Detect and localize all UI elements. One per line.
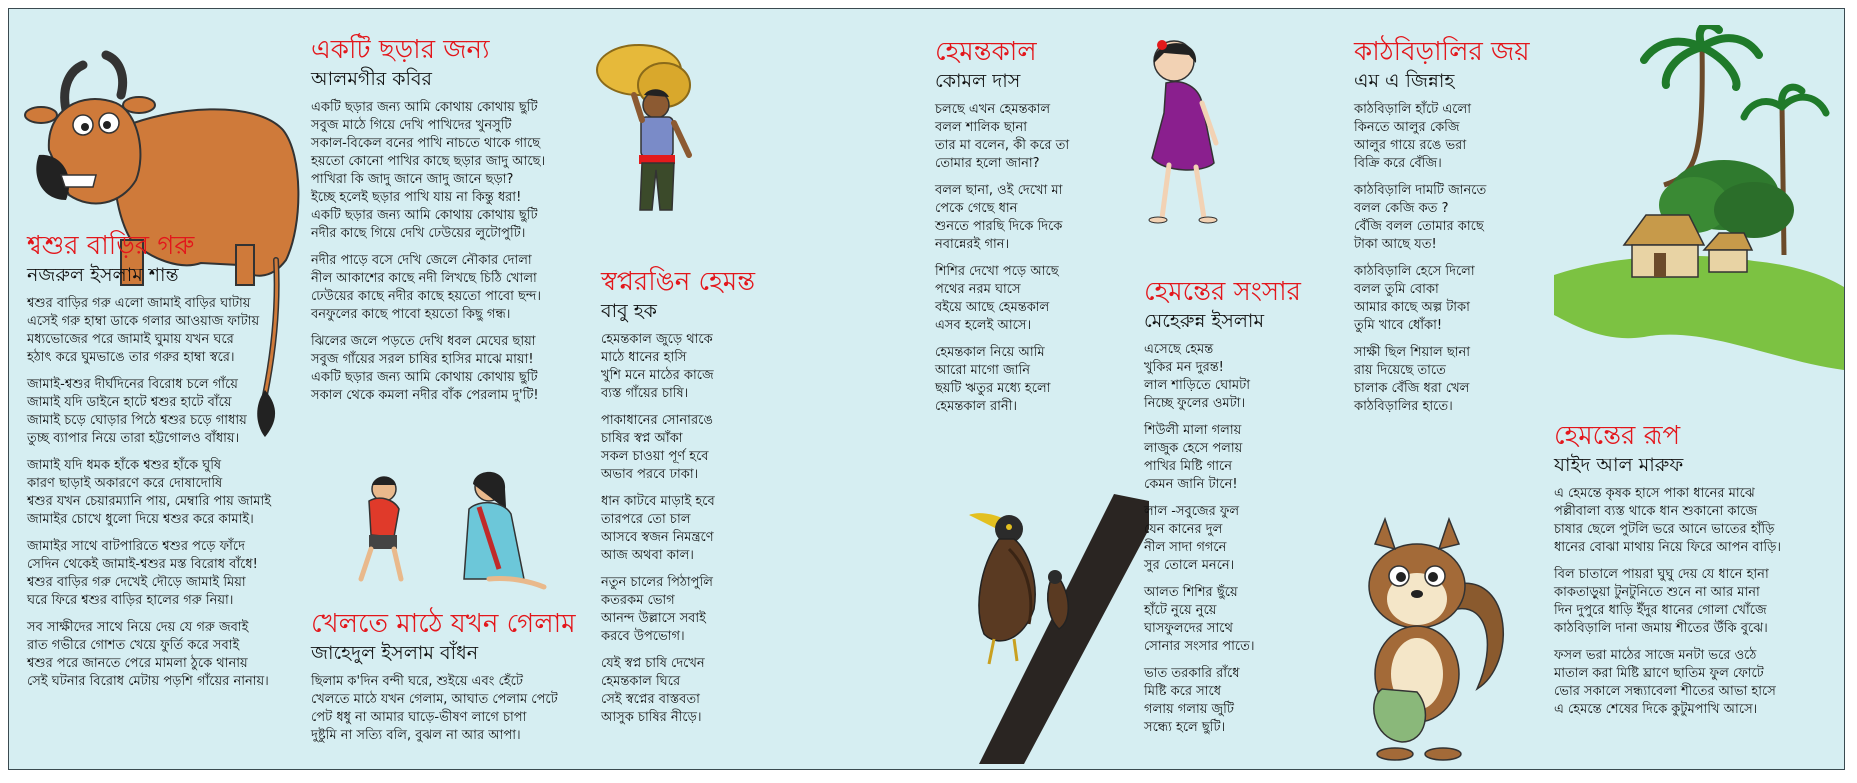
verse-line: হেমন্তকাল রানী। xyxy=(935,399,1018,414)
verse-line: অভাব পরবে ঢাকা। xyxy=(601,467,699,482)
verse-line: কেমন জানি টানে! xyxy=(1144,477,1238,492)
verse-line: আসুক চাষির নীড়ে। xyxy=(601,710,702,725)
verse-line: হেমন্তকাল নিয়ে আমি xyxy=(935,345,1045,360)
verse-line: পাখির মিষ্টি গানে xyxy=(1144,459,1232,474)
verse-line: কাঠবিড়ালি হাঁটে এলো xyxy=(1354,102,1471,117)
poem-title: কাঠবিড়ালির জয় xyxy=(1354,37,1530,67)
verse-line: একটি ছড়ার জন্য আমি কোথায় কোথায় ছুটি xyxy=(311,100,538,115)
verse-line: নীল আকাশের কাছে নদী লিখছে চিঠি খোলা xyxy=(311,271,537,286)
verse-line: পথের নরম ঘাসে xyxy=(935,282,1021,297)
verse-line: জামাইর সাথে বাটপারিতে শ্বশুর পড়ে ফাঁদে xyxy=(27,539,245,554)
stanza xyxy=(311,673,601,745)
poem-hemontokal xyxy=(935,37,1135,425)
poem-kathbirali xyxy=(1354,37,1554,425)
poem-khelte xyxy=(311,609,601,754)
verse-line: শ্বশুর যখন চেয়ারম্যানি পায়, মেম্বারি পায় জামাই xyxy=(27,494,272,509)
verse-line: শ্বশুর পরে জানতে পেরে মামলা ঠুকে থানায় xyxy=(27,656,248,671)
verse-line: বলল কেজি কত ? xyxy=(1354,201,1449,216)
stanza xyxy=(1554,647,1839,719)
verse-line: শিশির দেখো পড়ে আছে xyxy=(935,264,1059,279)
stanza xyxy=(601,412,771,484)
stanza xyxy=(935,263,1135,335)
stanza xyxy=(27,376,317,448)
stanza xyxy=(601,574,771,646)
verse-line: সুর তোলে মননে। xyxy=(1144,558,1235,573)
verse-line: পাখিরা কি জাদু জানে জাদু জানে ছড়া? xyxy=(311,172,514,187)
verse-line: কাঠবিড়ালি দানা জমায় শীতের উঁকি বুঝে। xyxy=(1554,621,1768,636)
verse-line: জামাই যদি ডাইনে হাটে শ্বশুর হাটে বাঁয়ে xyxy=(27,395,232,410)
verse-line: যেন কানের দুল xyxy=(1144,522,1223,537)
verse-line: খেলতে মাঠে যখন গেলাম, আঘাত পেলাম পেটে xyxy=(311,692,558,707)
verse-line: হঠাৎ করে ঘুমভাঙে তার গরুর হাম্বা স্বরে। xyxy=(27,350,235,365)
verse-line: সন্ধ্যে হলে ছুটি। xyxy=(1144,720,1226,735)
verse-line: বলল ছানা, ওই দেখো মা xyxy=(935,183,1063,198)
verse-line: হেমন্তকাল ঘিরে xyxy=(601,674,681,689)
verse-line: ধান কাটবে মাড়াই হবে xyxy=(601,494,715,509)
girl-illustration xyxy=(1124,33,1244,238)
poem-author: কোমল দাস xyxy=(935,70,1021,92)
verse-line: লাল -সবুজের ফুল xyxy=(1144,504,1240,519)
verse-line: কাঠবিড়ালির হাতে। xyxy=(1354,399,1453,414)
verse-line: নতুন চালের পিঠাপুলি xyxy=(601,575,713,590)
stanza xyxy=(601,331,771,403)
verse-line: সবুজ মাঠে গিয়ে দেখি পাখিদের খুনসুটি xyxy=(311,118,512,133)
stanza xyxy=(1354,101,1554,173)
verse-line: আরো মাগো জানি xyxy=(935,363,1030,378)
stanza xyxy=(1144,584,1344,656)
verse-line: হাঁটে নুয়ে নুয়ে xyxy=(1144,603,1217,618)
verse-line: টাকা আছে যত! xyxy=(1354,237,1437,252)
verse-line: ছিলাম ক'দিন বন্দী ঘরে, শুইয়ে এবং হেঁটে xyxy=(311,674,523,689)
verse-line: তুমি খাবে ধোঁকা! xyxy=(1354,318,1443,333)
verse-line: ঘাসফুলদের সাথে xyxy=(1144,621,1233,636)
verse-line: ইচ্ছে হলেই ছড়ার পাখি যায় না কিন্তু ধরা! xyxy=(311,190,522,205)
verse-line: সকাল থেকে কমলা নদীর বাঁক পেরলাম দু'টি! xyxy=(311,388,539,403)
verse-line: সেদিন থেকেই জামাই-শ্বশুর মস্ত বিরোধ বাঁধে! xyxy=(27,557,258,572)
poem-chhora xyxy=(311,35,591,414)
stanza xyxy=(935,182,1135,254)
verse-line: তারপরে তো চাল xyxy=(601,512,691,527)
verse-line: বইয়ে আছে হেমন্তকাল xyxy=(935,300,1050,315)
verse-line: যেই স্বপ্ন চাষি দেখেন xyxy=(601,656,705,671)
verse-line: পেকে গেছে ধান xyxy=(935,201,1018,216)
verse-line: আলত শিশির ছুঁয়ে xyxy=(1144,585,1238,600)
verse-line: ঘরে ফিরে শ্বশুর বাড়ির হালের গরু নিয়া। xyxy=(27,593,234,608)
stanza xyxy=(1354,344,1554,416)
stanza xyxy=(27,295,317,367)
verse-line: আজ অথবা কাল। xyxy=(601,548,694,563)
verse-line: পাকাধানের সোনারঙে xyxy=(601,413,713,428)
verse-line: পল্লীবালা ব্যস্ত থাকে ধান শুকানো কাজে xyxy=(1554,504,1758,519)
verse-line: মাতাল করা মিষ্টি ঘ্রাণে ছাতিম ফুল ফোটে xyxy=(1554,666,1764,681)
village-landscape-illustration xyxy=(1554,25,1844,370)
verse-line: দুষ্টুমি না সত্যি বলি, বুঝল না আর আপা। xyxy=(311,728,521,743)
verse-line: ছয়টি ঋতুর মধ্যে হলো xyxy=(935,381,1051,396)
verse-line: নবান্নেরই গান। xyxy=(935,237,1010,252)
verse-line: আলুর গায়ে রঙে ভরা xyxy=(1354,138,1467,153)
verse-line: ধানের বোঝা মাথায় নিয়ে ফিরে আপন বাড়ি। xyxy=(1554,540,1782,555)
stanza xyxy=(601,493,771,565)
verse-line: ভোর সকালে সন্ধ্যাবেলা শীতের আভা হাসে xyxy=(1554,684,1776,699)
verse-line: চালাক বেঁজি ধরা খেল xyxy=(1354,381,1470,396)
verse-line: এসব হলেই আসে। xyxy=(935,318,1032,333)
verse-line: বনফুলের কাছে পাবো হয়তো কিছু গন্ধ। xyxy=(311,307,511,322)
squirrel-illustration xyxy=(1347,514,1517,764)
stanza xyxy=(311,99,591,243)
poem-songsar xyxy=(1144,277,1344,746)
poem-author: বাবু হক xyxy=(601,300,657,322)
verse-line: দিন দুপুরে ধাড়ি ইঁদুর ধানের গোলা খোঁজে xyxy=(1554,603,1767,618)
verse-line: লাল শাড়িতে ঘোমটা xyxy=(1144,378,1250,393)
verse-line: বেঁজি বলল তোমার কাছে xyxy=(1354,219,1484,234)
farmer-illustration xyxy=(594,35,704,217)
verse-line: জামাই চড়ে ঘোড়ার পিঠে শ্বশুর চড়ে গাধায় xyxy=(27,413,247,428)
verse-line: শিউলী মালা গলায় xyxy=(1144,423,1242,438)
verse-line: পেট ধধু না আমার ঘাড়ে-ভীষণ লাগে চাপা xyxy=(311,710,527,725)
verse-line: সাক্ষী ছিল শিয়াল ছানা xyxy=(1354,345,1470,360)
poem-title: হেমন্তের সংসার xyxy=(1144,277,1301,307)
verse-line: রায় দিয়েছে তাতে xyxy=(1354,363,1446,378)
verse-line: জামাই-শ্বশুর দীর্ঘদিনের বিরোধ চলে গাঁয়ে xyxy=(27,377,238,392)
poem-page xyxy=(8,8,1845,770)
verse-line: আনন্দ উল্লাসে সবাই xyxy=(601,611,706,626)
verse-line: মাঠে ধানের হাসি xyxy=(601,350,687,365)
poem-author: এম এ জিন্নাহ xyxy=(1354,70,1455,92)
poem-swapno xyxy=(601,267,771,736)
verse-line: মিষ্টি করে সাধে xyxy=(1144,684,1222,699)
verse-line: বলল তুমি বোকা xyxy=(1354,282,1439,297)
verse-line: এসেছে হেমন্ত xyxy=(1144,342,1214,357)
verse-line: সোনার সংসার পাতে। xyxy=(1144,639,1255,654)
verse-line: সবুজ গাঁয়ের সরল চাষির হাসির মাঝে মায়া! xyxy=(311,352,534,367)
verse-line: রাত গভীরে গোশত খেয়ে ফুর্তি করে সবাই xyxy=(27,638,240,653)
stanza xyxy=(1554,566,1839,638)
poem-author: যাইদ আল মারুফ xyxy=(1554,454,1684,476)
stanza xyxy=(1354,263,1554,335)
stanza xyxy=(27,457,317,529)
verse-line: চাষার ছেলে পুটলি ভরে আনে ভাতের হাঁড়ি xyxy=(1554,522,1775,537)
verse-line: চাষির স্বপ্ন আঁকা xyxy=(601,431,683,446)
verse-line: একটি ছড়ার জন্য আমি কোথায় কোথায় ছুটি xyxy=(311,208,538,223)
poem-author: আলমগীর কবির xyxy=(311,68,433,90)
verse-line: হয়তো কোনো পাখির কাছে ছড়ার জাদু আছে। xyxy=(311,154,546,169)
stanza xyxy=(27,619,317,691)
verse-line: এ হেমন্তে শেষের দিকে কুটুমপাখি আসে। xyxy=(1554,702,1758,717)
poem-title: একটি ছড়ার জন্য xyxy=(311,35,490,65)
poem-title: খেলতে মাঠে যখন গেলাম xyxy=(311,609,576,639)
verse-line: করবে উপভোগ। xyxy=(601,629,685,644)
stanza xyxy=(601,655,771,727)
verse-line: সকল চাওয়া পূর্ণ হবে xyxy=(601,449,709,464)
verse-line: কতরকম ভোগ xyxy=(601,593,675,608)
verse-line: চলছে এখন হেমন্তকাল xyxy=(935,102,1051,117)
poem-author: মেহেরুন্ন ইসলাম xyxy=(1144,310,1264,332)
verse-line: নদীর কাছে গিয়ে দেখি ঢেউয়ের লুটোপুটি। xyxy=(311,226,526,241)
verse-line: আমার কাছে অল্প টাকা xyxy=(1354,300,1470,315)
verse-line: গলায় গলায় জুটি xyxy=(1144,702,1234,717)
verse-line: সেই স্বপ্নের বাস্তবতা xyxy=(601,692,700,707)
stanza xyxy=(1354,182,1554,254)
stanza xyxy=(311,252,591,324)
verse-line: শ্বশুর বাড়ির গরু দেখেই দৌড়ে জামাই মিয়া xyxy=(27,575,246,590)
verse-line: বিক্রি করে বেঁজি। xyxy=(1354,156,1442,171)
verse-line: সব সাক্ষীদের সাথে নিয়ে দেয় যে গরু জবাই xyxy=(27,620,249,635)
verse-line: আসবে স্বজন নিমন্ত্রণে xyxy=(601,530,714,545)
verse-line: তোমার হলো জানা? xyxy=(935,156,1040,171)
stanza xyxy=(1144,665,1344,737)
poem-title: শ্বশুর বাড়ির গরু xyxy=(27,231,195,261)
verse-line: নীল সাদা গগনে xyxy=(1144,540,1227,555)
poem-shoshur xyxy=(27,231,317,700)
verse-line: কিনতে আলুর কেজি xyxy=(1354,120,1460,135)
verse-line: লাজুক হেসে পলায় xyxy=(1144,441,1243,456)
poem-author: জাহেদুল ইসলাম বাঁধন xyxy=(311,642,479,664)
poem-title: হেমন্তের রূপ xyxy=(1554,421,1681,451)
verse-line: জামাইর চোখে ধুলো দিয়ে শ্বশুর করে কামাই। xyxy=(27,512,254,527)
verse-line: নিচ্ছে ফুলের ওমটা। xyxy=(1144,396,1246,411)
poem-title: স্বপ্নরঙিন হেমন্ত xyxy=(601,267,756,297)
kids-illustration xyxy=(339,459,589,594)
verse-line: সেই ঘটনার বিরোধ মেটায় পড়শি গাঁয়ের নানায়। xyxy=(27,674,269,689)
poem-author: নজরুল ইসলাম শান্ত xyxy=(27,264,179,286)
myna-bird-illustration xyxy=(939,489,1149,764)
stanza xyxy=(1554,485,1839,557)
verse-line: শ্বশুর বাড়ির গরু এলো জামাই বাড়ির ঘাটায় xyxy=(27,296,251,311)
verse-line: নদীর পাড়ে বসে দেখি জেলে নৌকার দোলা xyxy=(311,253,532,268)
stanza xyxy=(1144,341,1344,413)
verse-line: ঢেউয়ের কাছে নদীর কাছে হয়তো পাবো ছন্দ। xyxy=(311,289,541,304)
verse-line: একটি ছড়ার জন্য আমি কোথায় কোথায় ছুটি xyxy=(311,370,538,385)
stanza xyxy=(1144,503,1344,575)
verse-line: মধ্যভোজের পরে জামাই ঘুমায় যখন ঘরে xyxy=(27,332,234,347)
verse-line: ফসল ভরা মাঠের সাজে মনটা ভরে ওঠে xyxy=(1554,648,1757,663)
stanza xyxy=(935,101,1135,173)
verse-line: কাকতাড়ুয়া টুনটুনিতে শুনে না আর মানা xyxy=(1554,585,1760,600)
verse-line: কারণ ছাড়াই অকারণে করে দোষাদোষি xyxy=(27,476,223,491)
verse-line: হেমন্তকাল জুড়ে থাকে xyxy=(601,332,713,347)
verse-line: কাঠবিড়ালি হেসে দিলো xyxy=(1354,264,1475,279)
verse-line: খুকির মন দুরন্ত! xyxy=(1144,360,1224,375)
verse-line: ঝিলের জলে পড়তে দেখি ধবল মেঘের ছায়া xyxy=(311,334,536,349)
poem-rup xyxy=(1554,421,1839,728)
verse-line: কাঠবিড়ালি দামটি জানতে xyxy=(1354,183,1487,198)
verse-line: জামাই যদি ধমক হাঁকে শ্বশুর হাঁকে ঘুষি xyxy=(27,458,222,473)
verse-line: তার মা বলেন, কী করে তা xyxy=(935,138,1070,153)
stanza xyxy=(1144,422,1344,494)
verse-line: তুচ্ছ ব্যাপার নিয়ে তারা হট্টগোলও বাঁধায়। xyxy=(27,431,240,446)
verse-line: ব্যস্ত গাঁয়ের চাষি। xyxy=(601,386,689,401)
verse-line: বলল শালিক ছানা xyxy=(935,120,1028,135)
verse-line: শুনতে পারছি দিকে দিকে xyxy=(935,219,1063,234)
verse-line: খুশি মনে মাঠের কাজে xyxy=(601,368,714,383)
verse-line: এসেই গরু হাম্বা ডাকে গলার আওয়াজ ফাটায় xyxy=(27,314,260,329)
stanza xyxy=(27,538,317,610)
verse-line: সকাল-বিকেল বনের পাখি নাচতে থাকে গাছে xyxy=(311,136,541,151)
verse-line: ভাত তরকারি রাঁধে xyxy=(1144,666,1240,681)
poem-title: হেমন্তকাল xyxy=(935,37,1037,67)
stanza xyxy=(935,344,1135,416)
stanza xyxy=(311,333,591,405)
verse-line: এ হেমন্তে কৃষক হাসে পাকা ধানের মাঝে xyxy=(1554,486,1755,501)
verse-line: বিল চাতালে পায়রা ঘুঘু দেয় যে ধানে হানা xyxy=(1554,567,1769,582)
